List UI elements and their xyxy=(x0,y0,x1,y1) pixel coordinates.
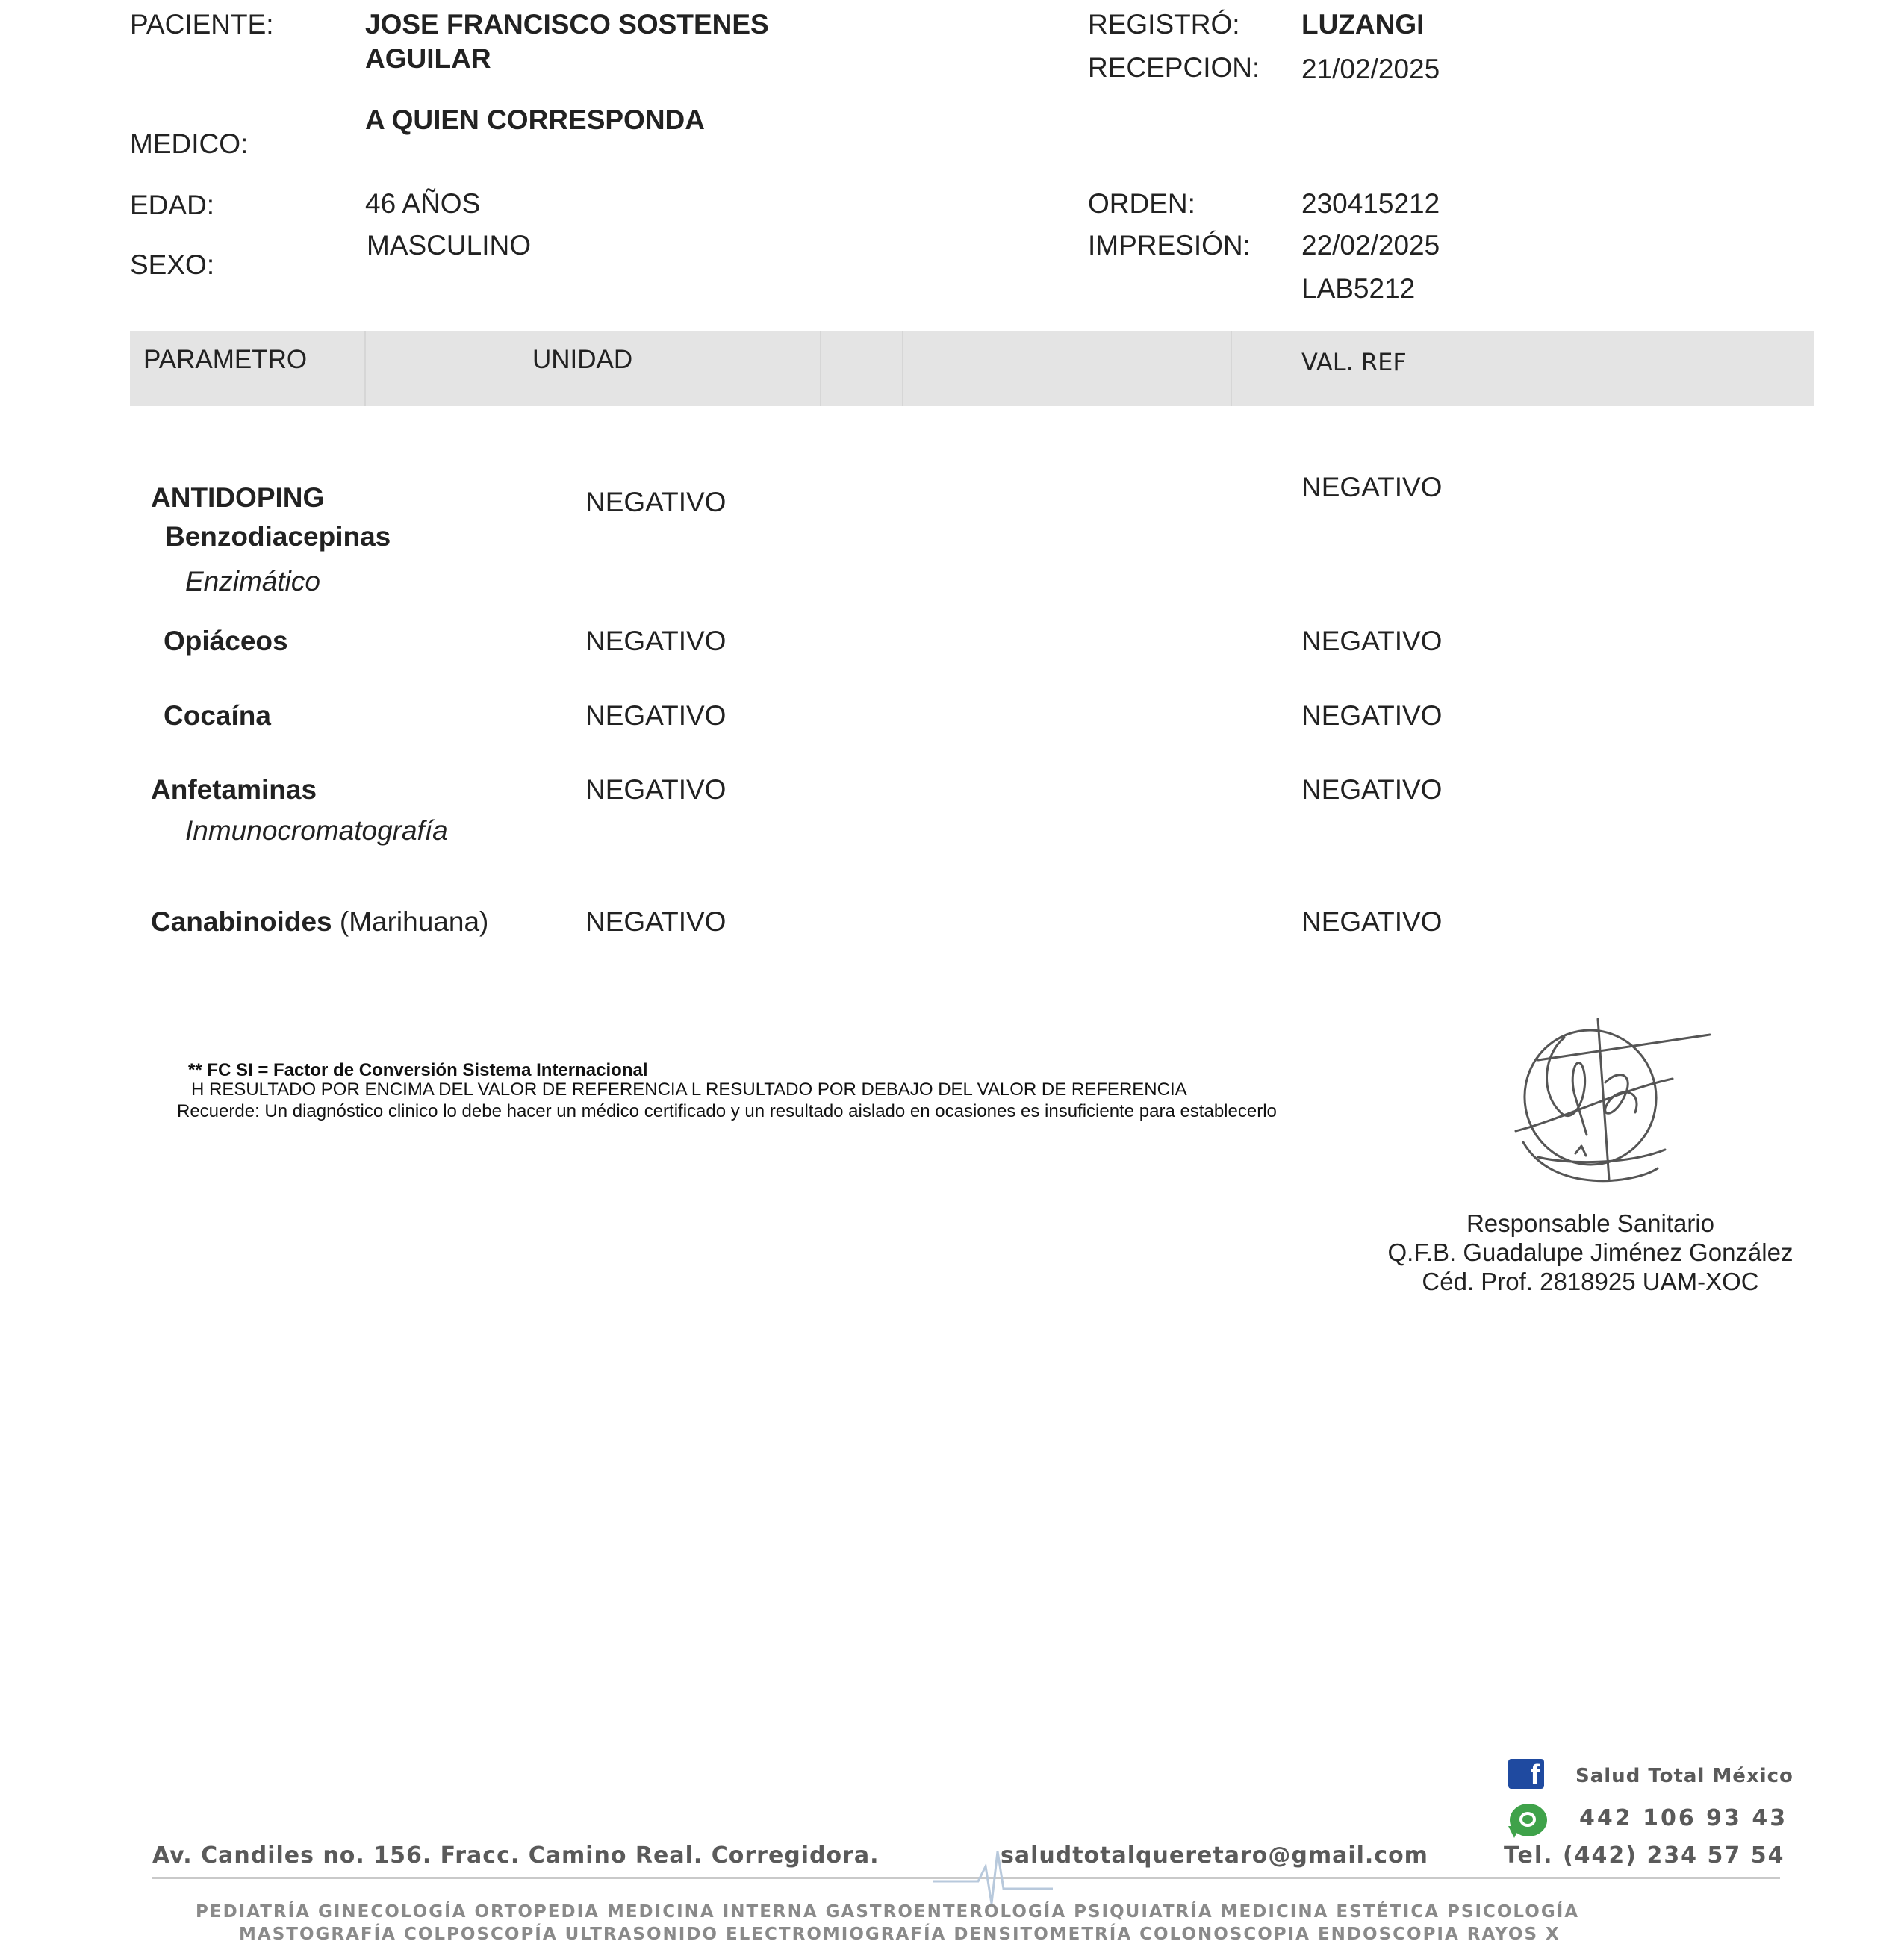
method-inmunocromatografia: Inmunocromatografía xyxy=(185,815,448,846)
registro-value: LUZANGI xyxy=(1301,9,1425,40)
recepcion-label: RECEPCION: xyxy=(1088,52,1260,83)
footer-email: saludtotalqueretaro@gmail.com xyxy=(1001,1842,1428,1869)
column-val-ref: VAL. REF xyxy=(1301,348,1407,376)
ref-benzodiacepinas: NEGATIVO xyxy=(1301,472,1443,502)
paciente-label: PACIENTE: xyxy=(130,9,274,40)
param-canabinoides-suffix: (Marihuana) xyxy=(339,906,489,937)
result-cocaina: NEGATIVO xyxy=(585,700,727,731)
footer-address: Av. Candiles no. 156. Fracc. Camino Real. Corregidora. xyxy=(152,1842,880,1869)
paciente-name-line1: JOSE FRANCISCO SOSTENES xyxy=(365,9,769,40)
footer-services-line2: MASTOGRAFÍA COLPOSCOPÍA ULTRASONIDO ELECTROMIOGRAFÍA DENSITOMETRÍA COLONOSCOPIA ENDOSCOPIA RAYOS X xyxy=(239,1925,1561,1944)
section-title: ANTIDOPING xyxy=(151,482,325,513)
ref-cocaina: NEGATIVO xyxy=(1301,700,1443,731)
column-unidad: UNIDAD xyxy=(532,345,633,374)
impresion-value: 22/02/2025 xyxy=(1301,230,1440,261)
param-cocaina: Cocaína xyxy=(164,700,271,731)
whatsapp-icon-tail xyxy=(1508,1826,1520,1838)
footer-whatsapp: 442 106 93 43 xyxy=(1579,1805,1788,1831)
signature-license: Céd. Prof. 2818925 UAM-XOC xyxy=(1422,1268,1759,1295)
note-reminder: Recuerde: Un diagnóstico clinico lo debe hacer un médico certificado y un resultado aislado en ocasiones es insuficiente para establecerlo xyxy=(177,1101,1277,1121)
paciente-name-line2: AGUILAR xyxy=(365,43,491,74)
note-hl: H RESULTADO POR ENCIMA DEL VALOR DE REFERENCIA L RESULTADO POR DEBAJO DEL VALOR DE REFERENCIA xyxy=(191,1080,1187,1100)
edad-value: 46 AÑOS xyxy=(365,188,481,219)
result-opiaceos: NEGATIVO xyxy=(585,626,727,656)
result-benzodiacepinas: NEGATIVO xyxy=(585,487,727,517)
param-canabinoides-name: Canabinoides xyxy=(151,906,332,937)
medico-value: A QUIEN CORRESPONDA xyxy=(365,105,706,135)
ref-anfetaminas: NEGATIVO xyxy=(1301,774,1443,805)
recepcion-value: 21/02/2025 xyxy=(1301,54,1440,84)
footer-services-line1: PEDIATRÍA GINECOLOGÍA ORTOPEDIA MEDICINA INTERNA GASTROENTEROLOGÍA PSIQUIATRÍA MEDICINA ESTÉTICA PSICOLOGÍA xyxy=(196,1902,1580,1922)
edad-label: EDAD: xyxy=(130,190,215,220)
facebook-icon: f xyxy=(1508,1759,1544,1789)
impresion-label: IMPRESIÓN: xyxy=(1088,230,1251,261)
orden-label: ORDEN: xyxy=(1088,188,1195,219)
param-benzodiacepinas: Benzodiacepinas xyxy=(165,521,391,552)
registro-label: REGISTRÓ: xyxy=(1088,9,1240,40)
method-enzimatico: Enzimático xyxy=(185,566,320,596)
signature-role: Responsable Sanitario xyxy=(1466,1209,1715,1237)
footer-facebook-name: Salud Total México xyxy=(1575,1765,1793,1787)
note-fc-si: ** FC SI = Factor de Conversión Sistema Internacional xyxy=(188,1060,648,1080)
footer-tel: Tel. (442) 234 57 54 xyxy=(1504,1842,1785,1869)
lab-code: LAB5212 xyxy=(1301,273,1416,304)
signature-image xyxy=(1493,1008,1732,1194)
param-anfetaminas: Anfetaminas xyxy=(151,774,317,805)
ref-opiaceos: NEGATIVO xyxy=(1301,626,1443,656)
medico-label: MEDICO: xyxy=(130,128,249,159)
ref-canabinoides: NEGATIVO xyxy=(1301,906,1443,937)
param-canabinoides xyxy=(151,906,488,938)
result-canabinoides: NEGATIVO xyxy=(585,906,727,937)
result-anfetaminas: NEGATIVO xyxy=(585,774,727,805)
footer-pulse-line xyxy=(933,1844,1053,1911)
orden-value: 230415212 xyxy=(1301,188,1440,219)
table-header xyxy=(130,331,1814,406)
sexo-label: SEXO: xyxy=(130,249,215,280)
sexo-value: MASCULINO xyxy=(367,230,531,261)
signature-name: Q.F.B. Guadalupe Jiménez González xyxy=(1387,1239,1793,1266)
param-opiaceos: Opiáceos xyxy=(164,626,288,656)
column-parametro: PARAMETRO xyxy=(143,345,308,374)
